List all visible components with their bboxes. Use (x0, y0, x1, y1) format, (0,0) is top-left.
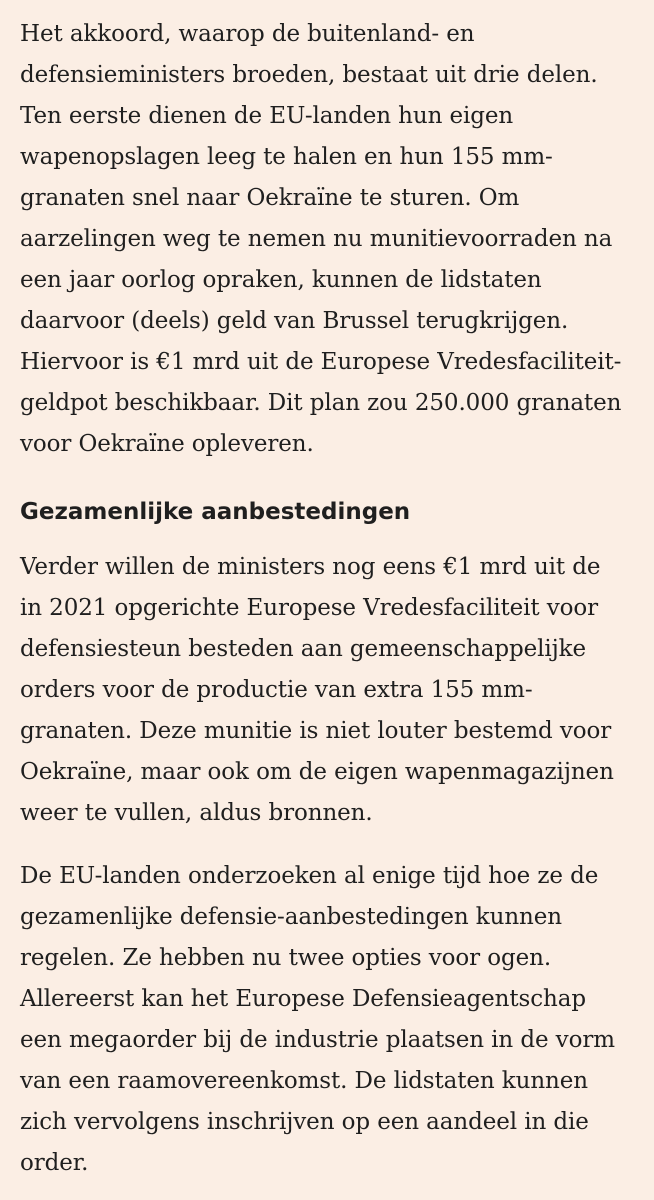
text-line: Verder willen de ministers nog eens €1 mrd uit de (20, 554, 601, 580)
text-line: order. (20, 1150, 89, 1176)
text-line: Het akkoord, waarop de buitenland- en (20, 21, 475, 47)
text-line: in 2021 opgerichte Europese Vredesfaciliteit voor (20, 595, 599, 621)
text-line: aarzelingen weg te nemen nu munitievoorraden na (20, 226, 613, 252)
text-line: weer te vullen, aldus bronnen. (20, 800, 373, 826)
text-line: defensieministers broeden, bestaat uit drie delen. (20, 62, 598, 88)
text-line: Allereerst kan het Europese Defensieagentschap (20, 986, 586, 1012)
text-line: granaten snel naar Oekraïne te sturen. Om (20, 185, 520, 211)
text-line: De EU-landen onderzoeken al enige tijd hoe ze de (20, 863, 599, 889)
text-line: Ten eerste dienen de EU-landen hun eigen (20, 103, 514, 129)
text-line: zich vervolgens inschrijven op een aandeel in die (20, 1109, 589, 1135)
text-line: Hiervoor is €1 mrd uit de Europese Vredesfaciliteit- (20, 349, 622, 375)
text-line: defensiesteun besteden aan gemeenschappelijke (20, 636, 586, 662)
paragraph-options (20, 856, 632, 1184)
text-line: gezamenlijke defensie-aanbestedingen kunnen (20, 904, 562, 930)
text-line: daarvoor (deels) geld van Brussel terugkrijgen. (20, 308, 569, 334)
text-line: granaten. Deze munitie is niet louter bestemd voor (20, 718, 612, 744)
text-line: orders voor de productie van extra 155 mm- (20, 677, 533, 703)
text-line: regelen. Ze hebben nu twee opties voor ogen. (20, 945, 552, 971)
text-line: een jaar oorlog opraken, kunnen de lidstaten (20, 267, 542, 293)
text-line: voor Oekraïne opleveren. (20, 431, 314, 457)
text-line: geldpot beschikbaar. Dit plan zou 250.000 granaten (20, 390, 622, 416)
text-line: van een raamovereenkomst. De lidstaten kunnen (20, 1068, 588, 1094)
paragraph-intro (20, 14, 632, 465)
text-line: Oekraïne, maar ook om de eigen wapenmagazijnen (20, 759, 614, 785)
text-line: een megaorder bij de industrie plaatsen in de vorm (20, 1027, 615, 1053)
section-heading: Gezamenlijke aanbestedingen (20, 499, 411, 525)
paragraph-procurement (20, 547, 632, 834)
text-line: wapenopslagen leeg te halen en hun 155 mm- (20, 144, 553, 170)
